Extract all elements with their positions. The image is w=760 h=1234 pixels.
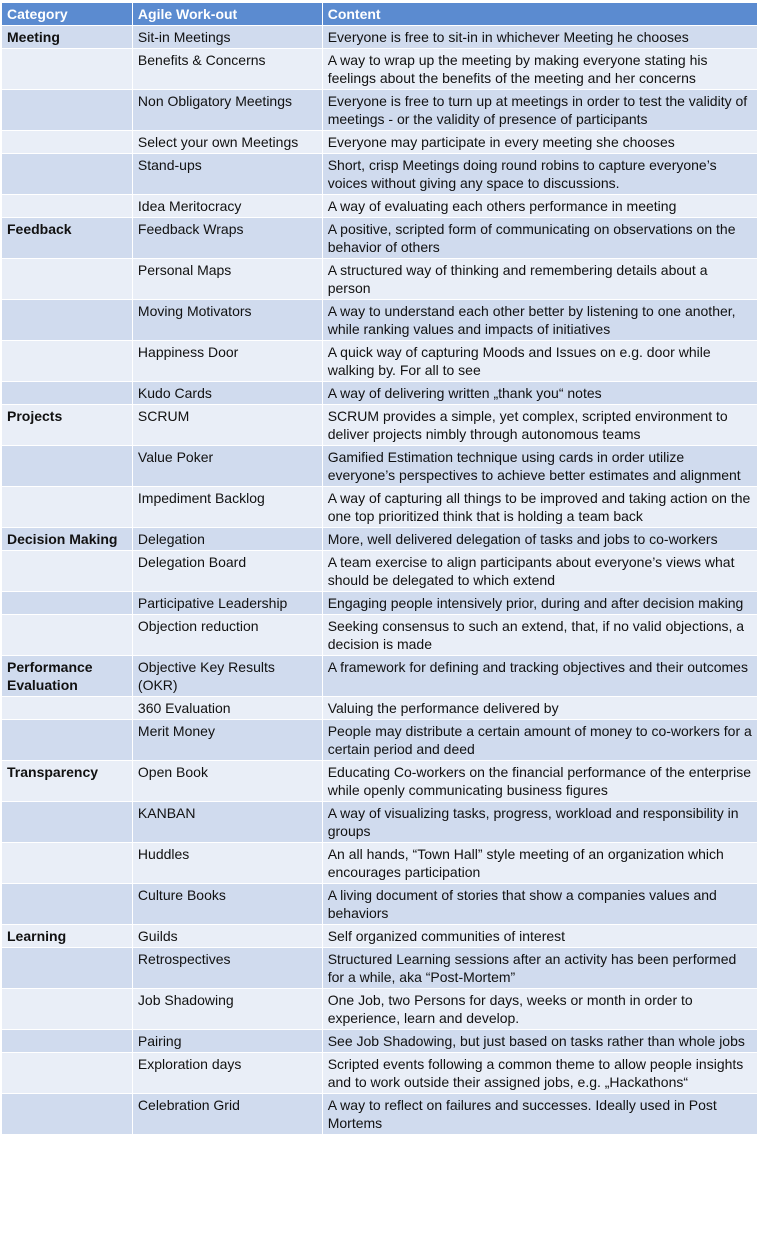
workout-cell: Huddles <box>132 843 322 884</box>
category-cell <box>2 1030 133 1053</box>
category-cell <box>2 1053 133 1094</box>
workout-cell: Select your own Meetings <box>132 131 322 154</box>
content-cell: More, well delivered delegation of tasks and jobs to co-workers <box>322 528 757 551</box>
content-cell: Engaging people intensively prior, during and after decision making <box>322 592 757 615</box>
category-cell: Meeting <box>2 26 133 49</box>
category-cell <box>2 487 133 528</box>
category-cell <box>2 131 133 154</box>
workout-cell: Delegation Board <box>132 551 322 592</box>
workout-cell: Retrospectives <box>132 948 322 989</box>
content-cell: A way to understand each other better by listening to one another, while ranking values and impacts of initiatives <box>322 300 757 341</box>
table-row <box>2 90 758 131</box>
workout-cell: Exploration days <box>132 1053 322 1094</box>
content-cell: Gamified Estimation technique using cards in order utilize everyone’s perspectives to achieve better estimates and alignment <box>322 446 757 487</box>
category-cell: Projects <box>2 405 133 446</box>
workout-cell: Guilds <box>132 925 322 948</box>
workout-cell: Non Obligatory Meetings <box>132 90 322 131</box>
table-row <box>2 925 758 948</box>
workout-cell: Objective Key Results (OKR) <box>132 656 322 697</box>
table-row <box>2 551 758 592</box>
content-cell: An all hands, “Town Hall” style meeting of an organization which encourages participation <box>322 843 757 884</box>
category-cell <box>2 720 133 761</box>
workout-cell: Value Poker <box>132 446 322 487</box>
table-row <box>2 259 758 300</box>
workout-cell: Pairing <box>132 1030 322 1053</box>
table-body <box>2 26 758 1135</box>
content-cell: A way to reflect on failures and successes. Ideally used in Post Mortems <box>322 1094 757 1135</box>
table-row <box>2 218 758 259</box>
table-row <box>2 843 758 884</box>
category-cell: Learning <box>2 925 133 948</box>
content-cell: Structured Learning sessions after an activity has been performed for a while, aka “Post-Mortem” <box>322 948 757 989</box>
category-cell: Feedback <box>2 218 133 259</box>
category-cell <box>2 551 133 592</box>
category-cell <box>2 446 133 487</box>
category-cell <box>2 154 133 195</box>
content-cell: Everyone is free to turn up at meetings in order to test the validity of meetings - or the validity of presence of participants <box>322 90 757 131</box>
category-cell <box>2 49 133 90</box>
table-row <box>2 446 758 487</box>
content-cell: A structured way of thinking and remembering details about a person <box>322 259 757 300</box>
workout-cell: Benefits & Concerns <box>132 49 322 90</box>
table-row <box>2 720 758 761</box>
category-cell <box>2 592 133 615</box>
workout-cell: Open Book <box>132 761 322 802</box>
content-cell: Short, crisp Meetings doing round robins to capture everyone’s voices without giving any space to discussions. <box>322 154 757 195</box>
content-cell: Valuing the performance delivered by <box>322 697 757 720</box>
workout-cell: Happiness Door <box>132 341 322 382</box>
category-cell <box>2 615 133 656</box>
category-cell <box>2 90 133 131</box>
table-row <box>2 382 758 405</box>
category-cell <box>2 884 133 925</box>
content-cell: A way of capturing all things to be improved and taking action on the one top prioritized think that is holding a team back <box>322 487 757 528</box>
category-cell <box>2 300 133 341</box>
content-cell: Educating Co-workers on the financial performance of the enterprise while openly communicating business figures <box>322 761 757 802</box>
workout-cell: Culture Books <box>132 884 322 925</box>
content-cell: A quick way of capturing Moods and Issues on e.g. door while walking by. For all to see <box>322 341 757 382</box>
workout-cell: Moving Motivators <box>132 300 322 341</box>
header-category: Category <box>2 3 133 26</box>
workout-cell: Feedback Wraps <box>132 218 322 259</box>
table-row <box>2 697 758 720</box>
table-row <box>2 761 758 802</box>
category-cell <box>2 195 133 218</box>
table-row <box>2 615 758 656</box>
content-cell: Seeking consensus to such an extend, that, if no valid objections, a decision is made <box>322 615 757 656</box>
workout-cell: Impediment Backlog <box>132 487 322 528</box>
table-row <box>2 26 758 49</box>
table-row <box>2 154 758 195</box>
table-row <box>2 802 758 843</box>
category-cell: Decision Making <box>2 528 133 551</box>
category-cell: Transparency <box>2 761 133 802</box>
content-cell: SCRUM provides a simple, yet complex, scripted environment to deliver projects nimbly through autonomous teams <box>322 405 757 446</box>
content-cell: A way of visualizing tasks, progress, workload and responsibility in groups <box>322 802 757 843</box>
content-cell: Self organized communities of interest <box>322 925 757 948</box>
table-row <box>2 528 758 551</box>
workout-cell: Merit Money <box>132 720 322 761</box>
category-cell <box>2 843 133 884</box>
workout-cell: 360 Evaluation <box>132 697 322 720</box>
content-cell: Everyone is free to sit-in in whichever Meeting he chooses <box>322 26 757 49</box>
table-row <box>2 656 758 697</box>
agile-workout-table <box>1 2 758 1135</box>
content-cell: A way of delivering written „thank you“ notes <box>322 382 757 405</box>
table-row <box>2 131 758 154</box>
workout-cell: SCRUM <box>132 405 322 446</box>
workout-cell: Delegation <box>132 528 322 551</box>
workout-cell: Participative Leadership <box>132 592 322 615</box>
table-row <box>2 948 758 989</box>
content-cell: A way to wrap up the meeting by making everyone stating his feelings about the benefits of the meeting and her concerns <box>322 49 757 90</box>
table-row <box>2 1094 758 1135</box>
content-cell: See Job Shadowing, but just based on tasks rather than whole jobs <box>322 1030 757 1053</box>
workout-cell: KANBAN <box>132 802 322 843</box>
content-cell: One Job, two Persons for days, weeks or month in order to experience, learn and develop. <box>322 989 757 1030</box>
content-cell: A living document of stories that show a companies values and behaviors <box>322 884 757 925</box>
category-cell <box>2 989 133 1030</box>
workout-cell: Idea Meritocracy <box>132 195 322 218</box>
category-cell <box>2 802 133 843</box>
workout-cell: Celebration Grid <box>132 1094 322 1135</box>
category-cell <box>2 948 133 989</box>
table-row <box>2 487 758 528</box>
content-cell: A positive, scripted form of communicating on observations on the behavior of others <box>322 218 757 259</box>
category-cell <box>2 259 133 300</box>
workout-cell: Stand-ups <box>132 154 322 195</box>
header-content: Content <box>322 3 757 26</box>
table-row <box>2 49 758 90</box>
category-cell <box>2 1094 133 1135</box>
table-row <box>2 1053 758 1094</box>
category-cell <box>2 341 133 382</box>
content-cell: A way of evaluating each others performance in meeting <box>322 195 757 218</box>
workout-cell: Personal Maps <box>132 259 322 300</box>
agile-workout-table-container <box>1 2 758 1135</box>
content-cell: A team exercise to align participants about everyone’s views what should be delegated to which extend <box>322 551 757 592</box>
category-cell <box>2 697 133 720</box>
table-row <box>2 405 758 446</box>
workout-cell: Objection reduction <box>132 615 322 656</box>
content-cell: A framework for defining and tracking objectives and their outcomes <box>322 656 757 697</box>
table-row <box>2 195 758 218</box>
content-cell: Scripted events following a common theme to allow people insights and to work outside their assigned jobs, e.g. „Hackathons“ <box>322 1053 757 1094</box>
table-row <box>2 592 758 615</box>
workout-cell: Kudo Cards <box>132 382 322 405</box>
content-cell: Everyone may participate in every meeting she chooses <box>322 131 757 154</box>
category-cell <box>2 382 133 405</box>
workout-cell: Sit-in Meetings <box>132 26 322 49</box>
table-row <box>2 341 758 382</box>
content-cell: People may distribute a certain amount of money to co-workers for a certain period and deed <box>322 720 757 761</box>
table-row <box>2 989 758 1030</box>
header-agile-workout: Agile Work-out <box>132 3 322 26</box>
category-cell: Performance Evaluation <box>2 656 133 697</box>
table-header-row <box>2 3 758 26</box>
table-row <box>2 1030 758 1053</box>
table-row <box>2 884 758 925</box>
workout-cell: Job Shadowing <box>132 989 322 1030</box>
table-row <box>2 300 758 341</box>
